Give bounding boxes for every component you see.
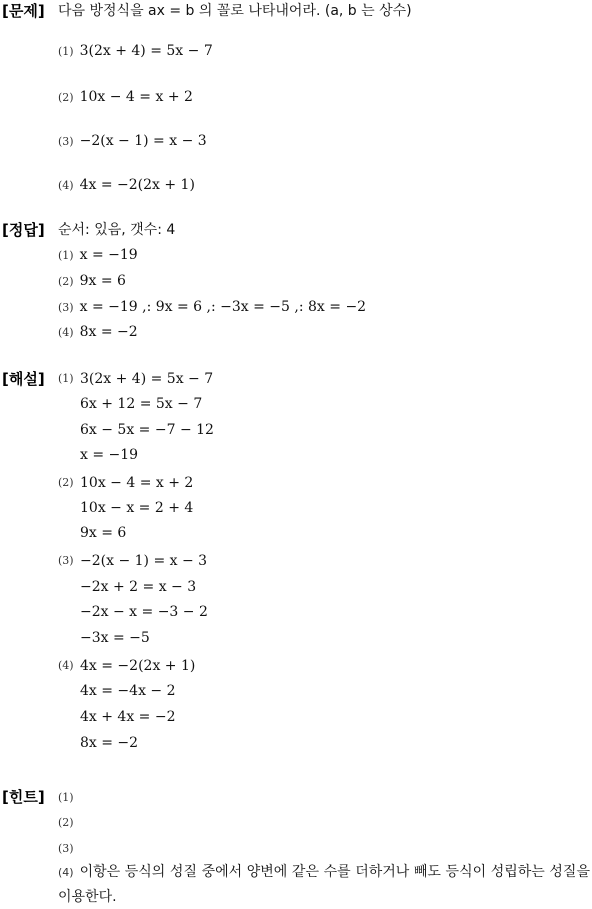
problem-item xyxy=(58,175,195,195)
solution-step: 4x + 4x = −2 xyxy=(80,709,176,725)
hint-item-number: (4) xyxy=(58,866,74,879)
problem-item-equation: −2(x − 1) = x − 3 xyxy=(79,133,207,149)
solution-part-number: (4) xyxy=(58,659,74,672)
solution-step: −2x − x = −3 − 2 xyxy=(80,604,208,620)
answer-item xyxy=(58,322,138,342)
answer-item xyxy=(58,245,138,265)
problem-tag: [문제] xyxy=(2,2,45,20)
answer-header: 순서: 있음, 갯수: 4 xyxy=(58,222,176,238)
hint-item xyxy=(58,860,590,909)
solution-step: −3x = −5 xyxy=(80,630,150,646)
hint-item xyxy=(58,812,80,832)
hint-item-number: (1) xyxy=(58,791,74,804)
problem-item-equation: 3(2x + 4) = 5x − 7 xyxy=(79,43,213,59)
solution-step: −2x + 2 = x − 3 xyxy=(80,579,197,595)
problem-item xyxy=(58,131,207,151)
solution-step: 6x − 5x = −7 − 12 xyxy=(80,422,214,438)
answer-item-text: x = −19 xyxy=(79,247,138,263)
answer-item xyxy=(58,297,366,317)
hint-item xyxy=(58,838,80,858)
answer-item-text: 9x = 6 xyxy=(79,273,126,289)
solution-part-number: (2) xyxy=(58,476,74,489)
problem-item-number: (2) xyxy=(58,91,74,104)
answer-item-number: (3) xyxy=(58,301,74,314)
answer-item-number: (4) xyxy=(58,326,74,339)
hint-item-number: (3) xyxy=(58,842,74,855)
solution-step: 4x = −4x − 2 xyxy=(80,683,176,699)
solution-step: 3(2x + 4) = 5x − 7 xyxy=(80,371,214,387)
answer-item-text: x = −19 ,: 9x = 6 ,: −3x = −5 ,: 8x = −2 xyxy=(79,299,367,315)
problem-item-number: (4) xyxy=(58,179,74,192)
hint-item xyxy=(58,787,80,807)
answer-item xyxy=(58,271,126,291)
solution-part-number: (1) xyxy=(58,372,74,385)
solution-step: −2(x − 1) = x − 3 xyxy=(80,553,208,569)
answer-item-number: (2) xyxy=(58,275,74,288)
problem-item-equation: 10x − 4 = x + 2 xyxy=(79,89,193,105)
solution-step: 6x + 12 = 5x − 7 xyxy=(80,396,203,412)
solution-step: 4x = −2(2x + 1) xyxy=(80,658,196,674)
answer-item-text: 8x = −2 xyxy=(79,324,138,340)
solution-step: 10x − x = 2 + 4 xyxy=(80,500,194,516)
solution-step: x = −19 xyxy=(80,447,139,463)
solution-step: 9x = 6 xyxy=(80,525,127,541)
problem-item xyxy=(58,87,193,107)
solution-step: 8x = −2 xyxy=(80,735,139,751)
problem-item-number: (1) xyxy=(58,45,74,58)
solution-part-number: (3) xyxy=(58,554,74,567)
problem-item-number: (3) xyxy=(58,135,74,148)
problem-statement: 다음 방정식을 ax = b 의 꼴로 나타내어라. (a, b 는 상수) xyxy=(58,3,412,19)
problem-item-equation: 4x = −2(2x + 1) xyxy=(79,177,195,193)
answer-tag: [정답] xyxy=(2,221,45,239)
problem-item xyxy=(58,41,213,61)
answer-item-number: (1) xyxy=(58,249,74,262)
solution-step: 10x − 4 = x + 2 xyxy=(80,475,194,491)
hint-tag: [힌트] xyxy=(2,788,45,806)
hint-item-text: 이항은 등식의 성질 중에서 양변에 같은 수를 더하거나 빼도 등식이 성립하는 성질을 이용한다. xyxy=(58,864,590,905)
solution-tag: [해설] xyxy=(2,370,45,388)
hint-item-number: (2) xyxy=(58,816,74,829)
